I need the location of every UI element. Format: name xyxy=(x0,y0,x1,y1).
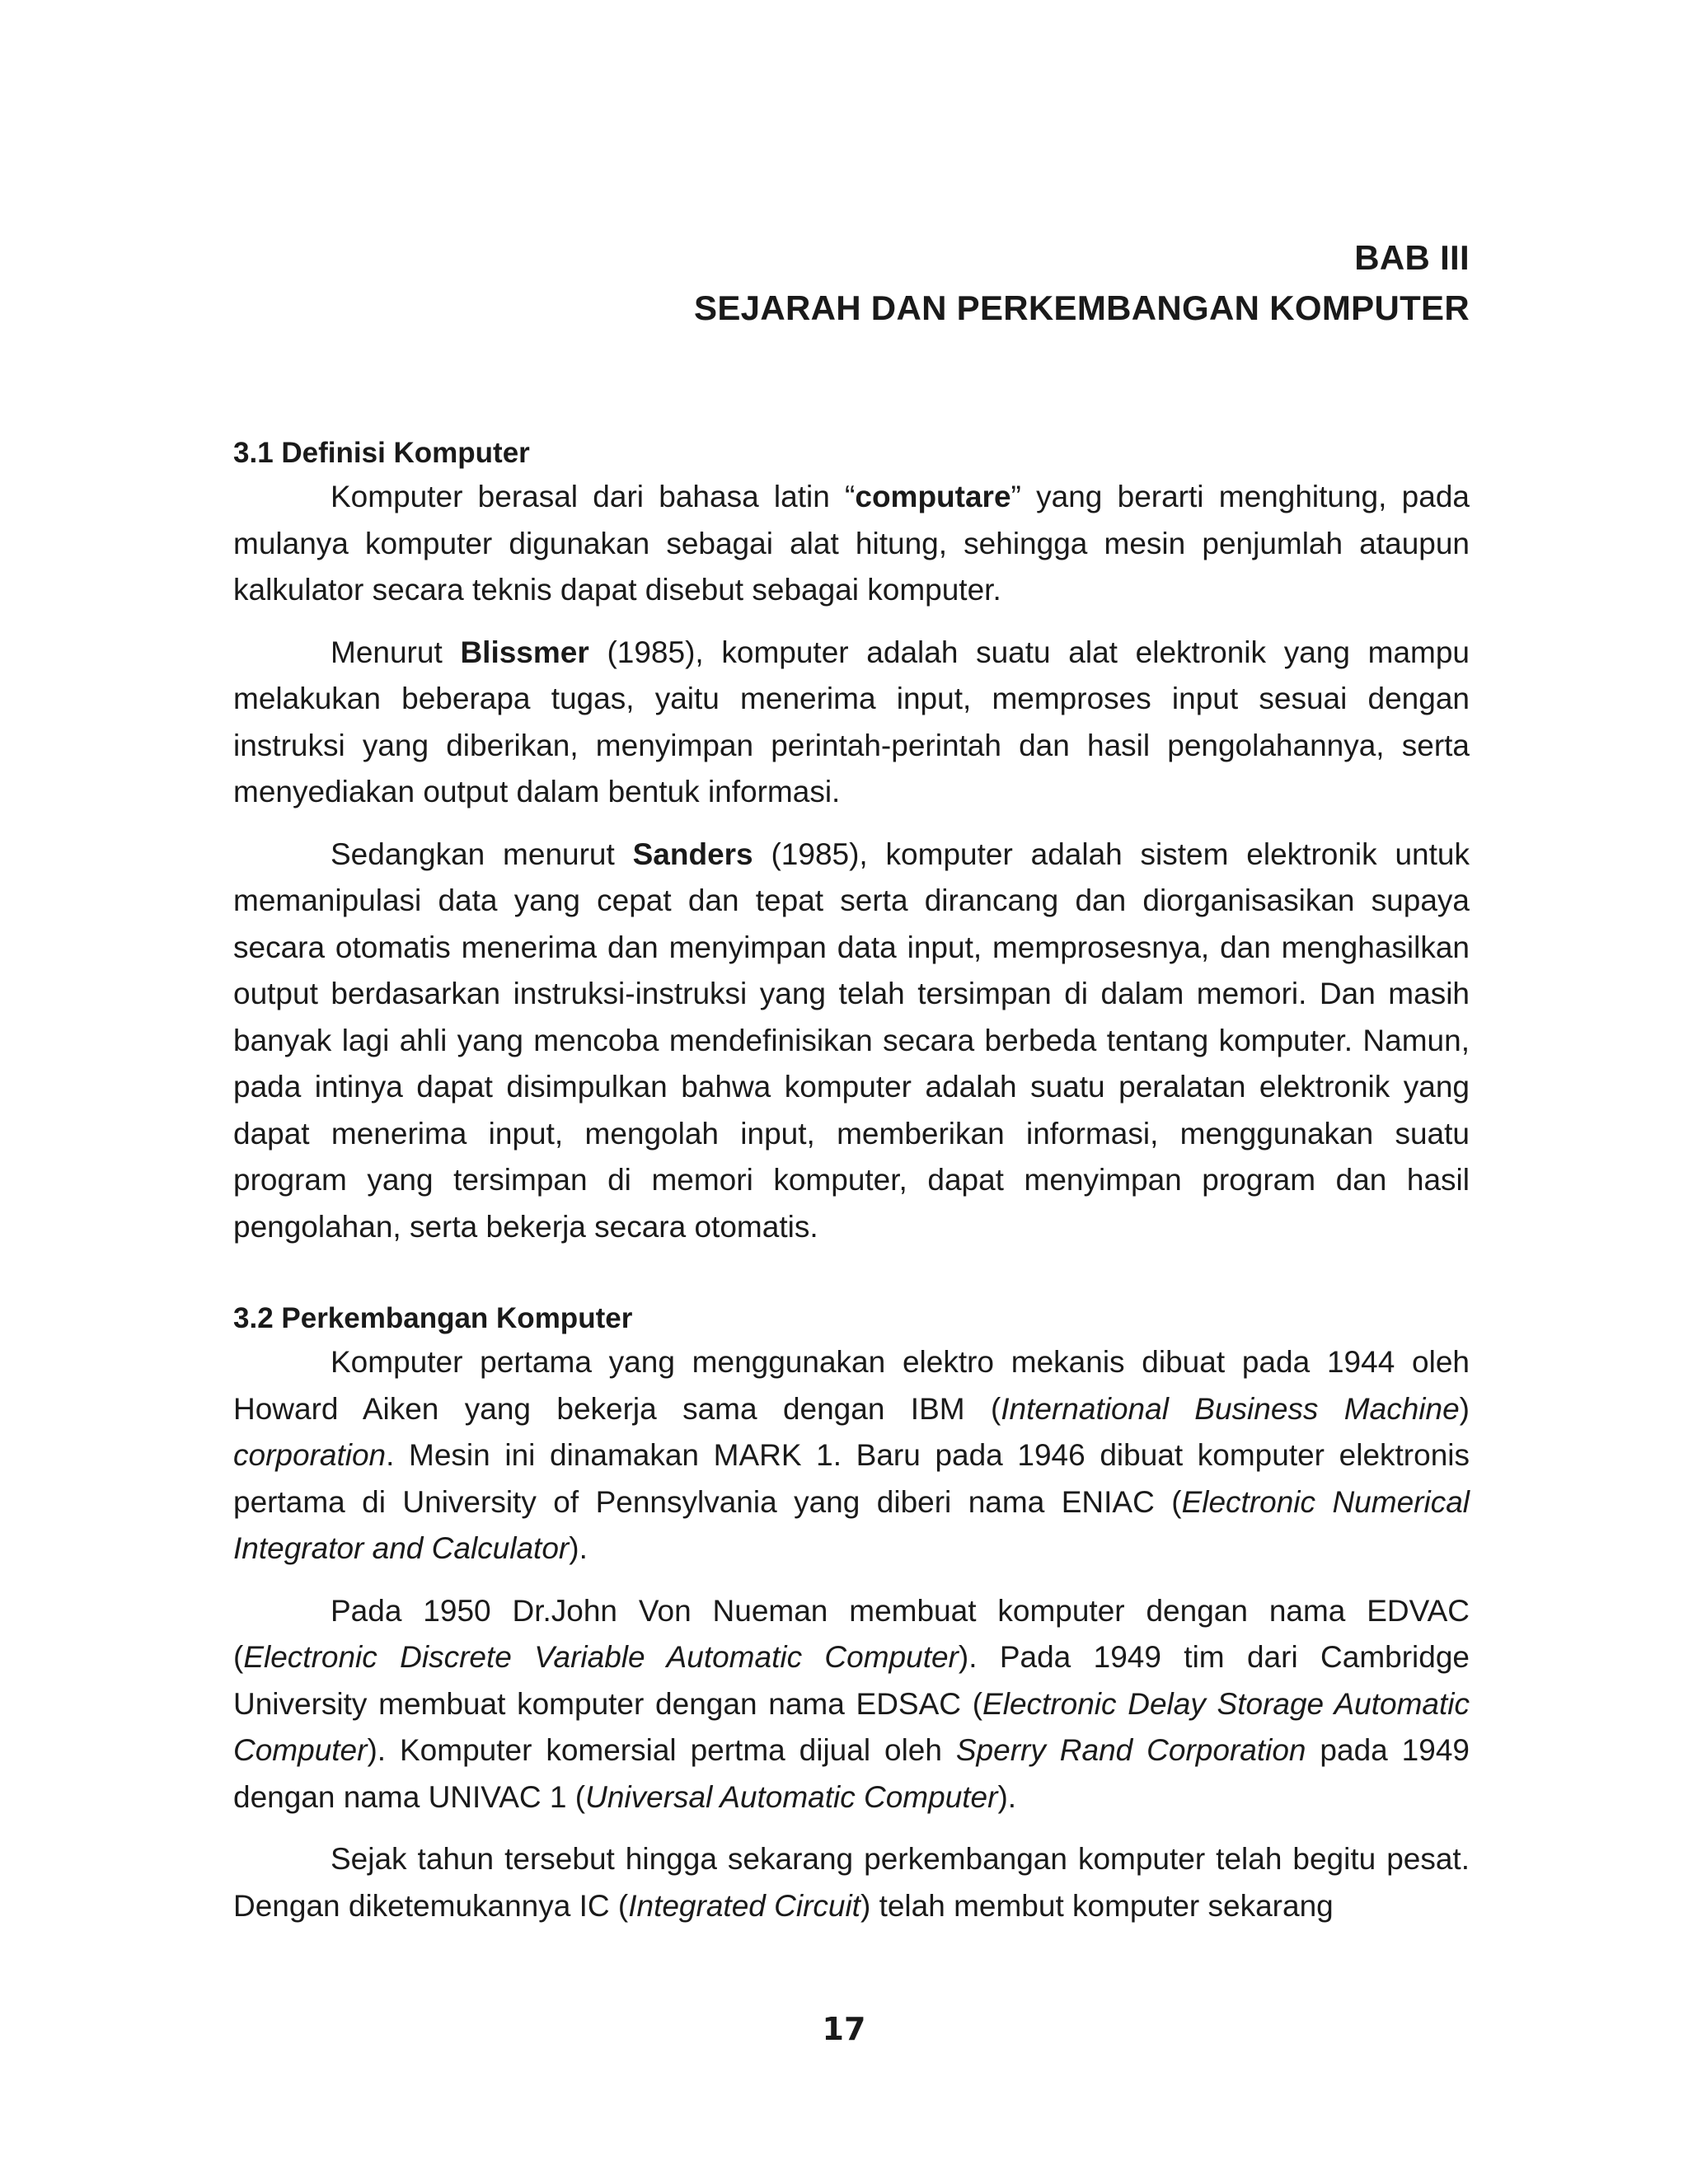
page-number: 17 xyxy=(822,2011,866,2047)
text-run: ). xyxy=(569,1531,588,1565)
bold-term: Sanders xyxy=(632,837,753,871)
bold-term: Blissmer xyxy=(460,635,589,669)
italic-term: Sperry Rand Corporation xyxy=(955,1733,1306,1767)
text-run: Komputer pertama yang menggunakan elektro mekanis dibuat pada 1944 oleh Howard Aiken yang bekerja sama dengan IBM ( xyxy=(233,1345,1470,1426)
chapter-heading xyxy=(694,232,1470,333)
chapter-title: SEJARAH DAN PERKEMBANGAN KOMPUTER xyxy=(694,288,1470,327)
text-run: ) telah membut komputer sekarang xyxy=(860,1888,1334,1923)
document-body xyxy=(233,433,1470,1929)
section-title-definisi: 3.1 Definisi Komputer xyxy=(233,437,530,469)
text-run: ” yang berarti menghitung, pada mulanya komputer digunakan sebagai alat hitung, sehingga mesin penjumlah ataupun kalkulator secara teknis dapat disebut sebagai komputer. xyxy=(233,480,1470,607)
text-run: ). xyxy=(997,1779,1017,1814)
text-run: ). Komputer komersial pertma dijual oleh xyxy=(367,1733,956,1767)
italic-term: Integrated Circuit xyxy=(628,1888,860,1923)
paragraph-perkembangan-1 xyxy=(233,1339,1470,1572)
text-run: Sejak tahun tersebut hingga sekarang perkembangan komputer telah begitu pesat. Dengan diketemukannya IC ( xyxy=(233,1842,1470,1923)
chapter-number: BAB III xyxy=(1354,238,1470,277)
italic-term: Electronic Delay Storage Automatic Computer xyxy=(233,1686,1470,1767)
italic-term: International Business Machine xyxy=(1001,1391,1460,1426)
text-run: ). Pada 1949 tim dari Cambridge University membuat komputer dengan nama EDSAC ( xyxy=(233,1640,1470,1721)
italic-term: Universal Automatic Computer xyxy=(585,1779,998,1814)
italic-term: Electronic Discrete Variable Automatic Computer xyxy=(243,1640,959,1674)
text-run: . Mesin ini dinamakan MARK 1. Baru pada 1946 dibuat komputer elektronis pertama di University of Pennsylvania yang diberi nama ENIAC ( xyxy=(233,1438,1470,1519)
paragraph-definisi-3 xyxy=(233,832,1470,1251)
italic-term: Electronic Numerical Integrator and Calculator xyxy=(233,1484,1470,1565)
text-run: Pada 1950 Dr.John Von Nueman membuat komputer dengan nama EDVAC ( xyxy=(233,1593,1470,1674)
paragraph-definisi-1 xyxy=(233,474,1470,614)
paragraph-perkembangan-3 xyxy=(233,1836,1470,1929)
text-run: Menurut xyxy=(331,635,461,669)
section-title-perkembangan: 3.2 Perkembangan Komputer xyxy=(233,1302,633,1334)
text-run: ) xyxy=(1459,1391,1470,1426)
text-run: (1985), komputer adalah sistem elektronik untuk memanipulasi data yang cepat dan tepat serta dirancang dan diorganisasikan supaya secara otomatis menerima dan menyimpan data input, memprosesnya, dan menghasilkan output berdasarkan instruksi-instruksi yang telah tersimpan di dalam memori. Dan masih banyak lagi ahli yang mencoba mendefinisikan secara berbeda tentang komputer. Namun, pada intinya dapat disimpulkan bahwa komputer adalah suatu peralatan elektronik yang dapat menerima input, mengolah input, memberikan informasi, menggunakan suatu program yang tersimpan di memori komputer, dapat menyimpan program dan hasil pengolahan, serta bekerja secara otomatis. xyxy=(233,837,1470,1244)
bold-term: computare xyxy=(855,480,1011,513)
text-run: Sedangkan menurut xyxy=(331,837,633,871)
italic-term: corporation xyxy=(233,1438,387,1472)
paragraph-perkembangan-2 xyxy=(233,1588,1470,1821)
paragraph-definisi-2 xyxy=(233,630,1470,816)
text-run: (1985), komputer adalah suatu alat elektronik yang mampu melakukan beberapa tugas, yaitu menerima input, memproses input sesuai dengan instruksi yang diberikan, menyimpan perintah-perintah dan hasil pengolahannya, serta menyediakan output dalam bentuk informasi. xyxy=(233,635,1470,808)
text-run: Komputer berasal dari bahasa latin “ xyxy=(331,480,856,513)
text-run: pada 1949 dengan nama UNIVAC 1 ( xyxy=(233,1733,1470,1814)
